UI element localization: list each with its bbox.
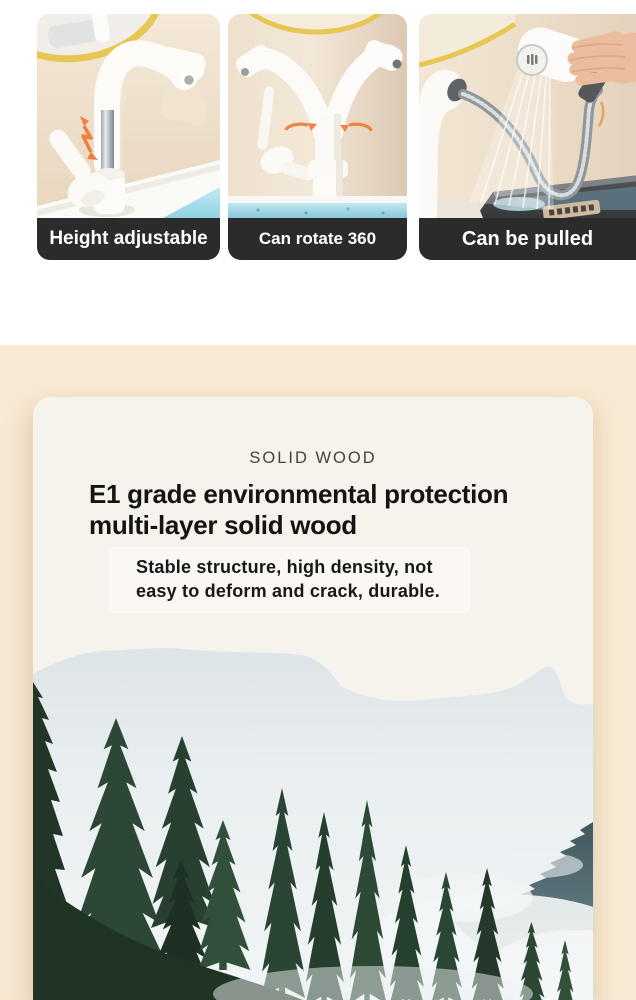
heading-line-1: E1 grade environmental protection — [89, 479, 509, 509]
solid-wood-section — [0, 345, 636, 1000]
counter-and-sink — [228, 196, 407, 218]
feature-highlights-row — [0, 14, 636, 260]
section-heading — [89, 479, 569, 541]
feature-card-height-adjustable — [37, 14, 220, 260]
section-subtitle-box — [109, 547, 470, 613]
misty-forest-illustration — [33, 640, 593, 1000]
feature-label-pull-out: Can be pulled — [419, 218, 636, 260]
subtitle-line-1: Stable structure, high density, not — [136, 557, 433, 577]
feature-card-rotate-360 — [228, 14, 407, 260]
feature-photo — [419, 14, 636, 218]
faucet-rotate-360-illustration — [228, 14, 407, 218]
feature-label-height-adjustable: Height adjustable — [37, 218, 220, 260]
faucet-height-adjustable-illustration — [37, 14, 220, 218]
section-eyebrow: SOLID WOOD — [249, 449, 377, 467]
heading-line-2: multi-layer solid wood — [89, 510, 357, 540]
feature-card-pull-out — [419, 14, 636, 260]
faucet-pull-out-illustration — [419, 14, 636, 218]
feature-label-rotate-360: Can rotate 360 — [228, 218, 407, 260]
feature-photo — [37, 14, 220, 218]
subtitle-line-2: easy to deform and crack, durable. — [136, 581, 440, 601]
solid-wood-card — [33, 397, 593, 1000]
misty-forest-photo — [33, 640, 593, 1000]
feature-photo — [228, 14, 407, 218]
